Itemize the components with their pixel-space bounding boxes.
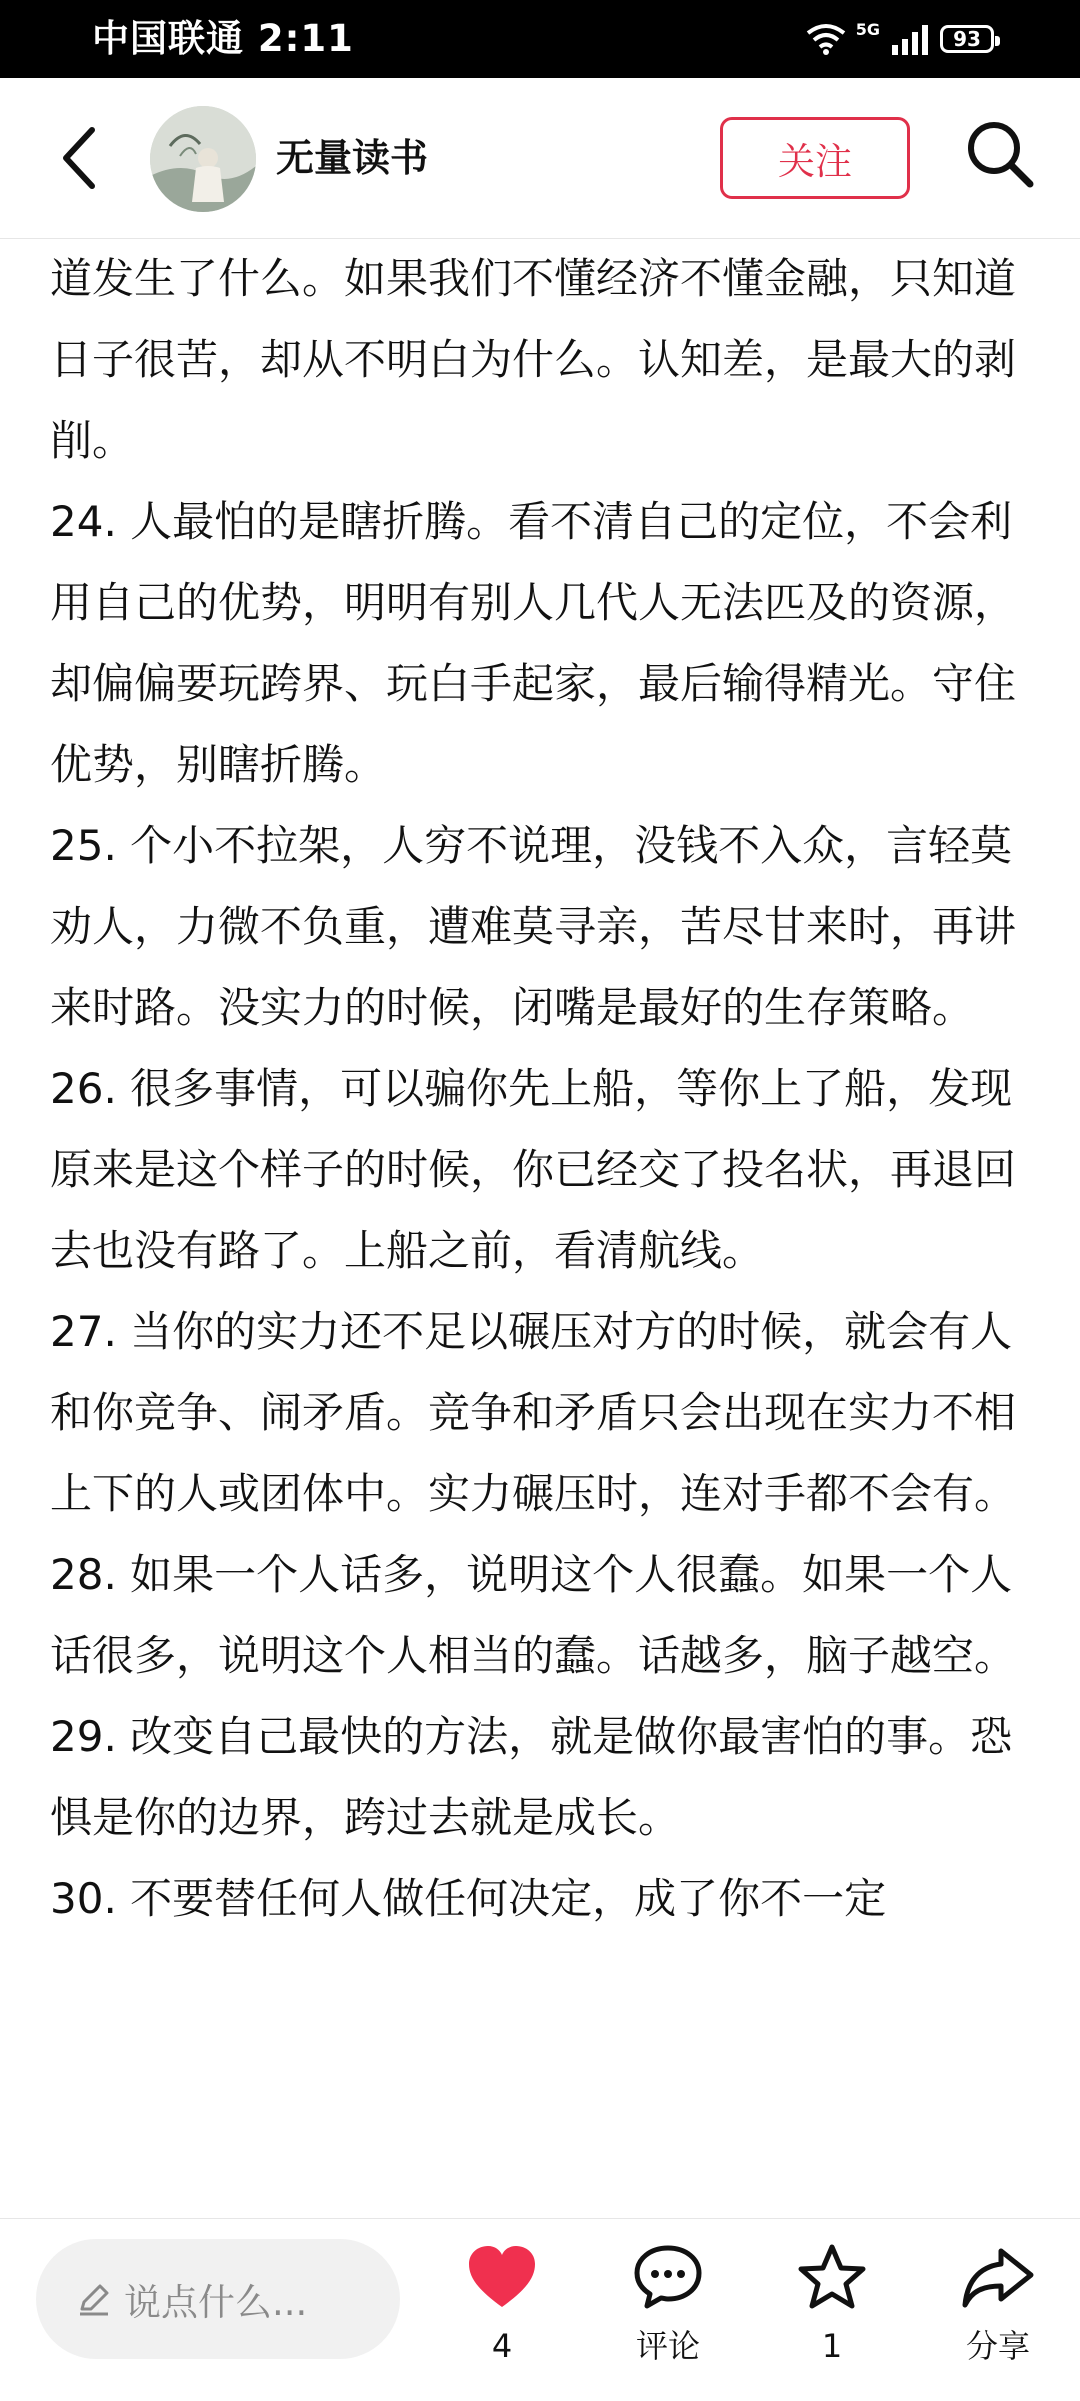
like-button[interactable] — [442, 2237, 562, 2369]
wifi-icon — [806, 23, 846, 55]
favorite-button[interactable] — [772, 2237, 892, 2369]
like-count: 4 — [491, 2327, 513, 2365]
paragraph: 27. 当你的实力还不足以碾压对方的时候，就会有人和你竞争、闹矛盾。竞争和矛盾只会出现在实力不相上下的人或团体中。实力碾压时，连对手都不会有。 — [50, 1307, 1017, 1518]
comment-icon — [633, 2244, 703, 2310]
back-button[interactable] — [48, 118, 118, 198]
chevron-left-icon — [48, 118, 118, 198]
paragraph: 29. 改变自己最快的方法，就是做你最害怕的事。恐惧是你的边界，跨过去就是成长。 — [50, 1712, 1013, 1842]
avatar-image — [150, 106, 256, 212]
share-label: 分享 — [965, 2327, 1030, 2365]
pencil-icon — [76, 2281, 112, 2317]
article-header — [0, 78, 1080, 239]
status-bar — [0, 0, 1080, 78]
battery-indicator — [940, 25, 994, 53]
paragraph: 28. 如果一个人话多，说明这个人很蠢。如果一个人话很多，说明这个人相当的蠢。话越多，脑子越空。 — [50, 1550, 1017, 1680]
paragraph: 24. 人最怕的是瞎折腾。看不清自己的定位，不会利用自己的优势，明明有别人几代人无法匹及的资源，却偏偏要玩跨界、玩白手起家，最后输得精光。守住优势，别瞎折腾。 — [50, 497, 1017, 789]
comment-input[interactable] — [36, 2239, 400, 2359]
paragraph: 30. 不要替任何人做任何决定，成了你不一定 — [50, 1874, 887, 1923]
carrier-time: 中国联通 2:11 — [92, 17, 354, 60]
network-type: 5G — [855, 19, 880, 39]
comment-button[interactable] — [608, 2237, 728, 2369]
comment-label: 评论 — [635, 2327, 700, 2365]
share-button[interactable] — [938, 2237, 1058, 2369]
avatar[interactable] — [150, 106, 256, 212]
follow-button[interactable]: 关注 — [720, 117, 910, 199]
account-name[interactable]: 无量读书 — [276, 136, 429, 180]
search-icon — [962, 116, 1038, 192]
heart-icon — [467, 2245, 537, 2309]
comment-placeholder: 说点什么... — [124, 2281, 308, 2324]
paragraph: 26. 很多事情，可以骗你先上船，等你上了船，发现原来是这个样子的时候，你已经交了投名状，再退回去也没有路了。上船之前，看清航线。 — [50, 1064, 1017, 1275]
status-icons — [806, 18, 994, 60]
signal-icon — [890, 23, 930, 55]
search-button[interactable] — [962, 116, 1038, 192]
article-body — [50, 238, 1040, 2218]
favorite-count: 1 — [821, 2327, 843, 2365]
bottom-action-bar — [0, 2218, 1080, 2401]
star-icon — [797, 2243, 867, 2311]
share-icon — [961, 2245, 1035, 2309]
paragraph: 25. 个小不拉架，人穷不说理，没钱不入众，言轻莫劝人，力微不负重，遭难莫寻亲，苦尽甘来时，再讲来时路。没实力的时候，闭嘴是最好的生存策略。 — [50, 821, 1017, 1032]
paragraph: 道发生了什么。如果我们不懂经济不懂金融，只知道日子很苦，却从不明白为什么。认知差，是最大的剥削。 — [50, 254, 1017, 465]
battery-level: 93 — [953, 27, 981, 51]
